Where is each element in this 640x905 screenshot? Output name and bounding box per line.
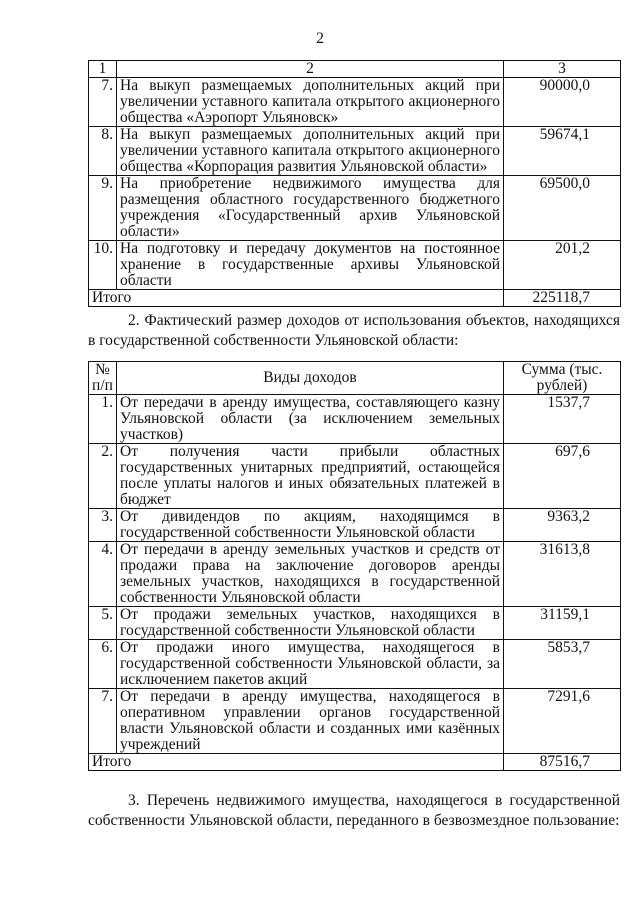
row-description: На выкуп размещаемых дополнительных акций при увеличении уставного капитала открытого акционерного общества «Аэропорт Ульяновск» xyxy=(117,78,504,127)
row-number: 5. xyxy=(89,607,117,640)
total-row xyxy=(89,754,621,771)
section-2-paragraph: 2. Фактический размер доходов от использования объектов, находящихся в государственной собственности Ульяновской области: xyxy=(88,312,620,349)
table-row xyxy=(89,542,621,607)
header-income-type: Виды доходов xyxy=(117,362,504,395)
page-number: 2 xyxy=(316,30,324,47)
row-sum: 31613,8 xyxy=(504,542,621,607)
section-3-paragraph: 3. Перечень недвижимого имущества, находящегося в государственной собственности Ульяновской области, переданного в безвозмездное пользование: xyxy=(88,792,620,829)
row-sum: 69500,0 xyxy=(504,176,621,241)
row-number: 4. xyxy=(89,542,117,607)
row-description: От передачи в аренду земельных участков и средств от продажи права на заключение договоров аренды земельных участков, находящихся в государственной собственности Ульяновской области xyxy=(117,542,504,607)
row-description: От продажи земельных участков, находящихся в государственной собственности Ульяновской области xyxy=(117,607,504,640)
total-value: 87516,7 xyxy=(504,754,621,771)
row-number: 1. xyxy=(89,395,117,444)
row-number: 2. xyxy=(89,444,117,509)
header-col-2: 2 xyxy=(117,61,504,78)
table-row xyxy=(89,607,621,640)
row-description: На выкуп размещаемых дополнительных акций при увеличении уставного капитала открытого акционерного общества «Корпорация развития Ульяновской области» xyxy=(117,127,504,176)
table-row xyxy=(89,127,621,176)
row-sum: 9363,2 xyxy=(504,509,621,542)
income-table xyxy=(88,361,621,771)
row-number: 10. xyxy=(89,241,117,290)
row-sum: 201,2 xyxy=(504,241,621,290)
table-row xyxy=(89,509,621,542)
row-description: От получения части прибыли областных государственных унитарных предприятий, остающейся после уплаты налогов и иных обязательных платежей в бюджет xyxy=(117,444,504,509)
expenses-table xyxy=(88,60,621,307)
total-label: Итого xyxy=(89,754,504,771)
row-number: 8. xyxy=(89,127,117,176)
total-row xyxy=(89,290,621,307)
table-row xyxy=(89,241,621,290)
row-description: На приобретение недвижимого имущества для размещения областного государственного бюджетного учреждения «Государственный архив Ульяновской области» xyxy=(117,176,504,241)
table-row xyxy=(89,395,621,444)
table-row xyxy=(89,444,621,509)
row-sum: 1537,7 xyxy=(504,395,621,444)
row-description: От продажи иного имущества, находящегося в государственной собственности Ульяновской области, за исключением пакетов акций xyxy=(117,640,504,689)
row-sum: 697,6 xyxy=(504,444,621,509)
row-description: От передачи в аренду имущества, составляющего казну Ульяновской области (за исключением земельных участков) xyxy=(117,395,504,444)
row-sum: 59674,1 xyxy=(504,127,621,176)
total-value: 225118,7 xyxy=(504,290,621,307)
row-description: От передачи в аренду имущества, находящегося в оперативном управлении органов государственной власти Ульяновской области и созданных ими казённых учреждений xyxy=(117,689,504,754)
total-label: Итого xyxy=(89,290,504,307)
row-number: 9. xyxy=(89,176,117,241)
row-description: От дивидендов по акциям, находящимся в государственной собственности Ульяновской области xyxy=(117,509,504,542)
row-sum: 90000,0 xyxy=(504,78,621,127)
table-row xyxy=(89,640,621,689)
row-number: 6. xyxy=(89,640,117,689)
row-number: 7. xyxy=(89,689,117,754)
table-row xyxy=(89,78,621,127)
row-description: На подготовку и передачу документов на постоянное хранение в государственные архивы Ульяновской области xyxy=(117,241,504,290)
header-col-1: 1 xyxy=(89,61,117,78)
table-header-row xyxy=(89,362,621,395)
row-sum: 7291,6 xyxy=(504,689,621,754)
header-number: № п/п xyxy=(89,362,117,395)
row-sum: 31159,1 xyxy=(504,607,621,640)
table-row xyxy=(89,689,621,754)
row-number: 3. xyxy=(89,509,117,542)
table-header-row xyxy=(89,61,621,78)
header-col-3: 3 xyxy=(504,61,621,78)
header-sum: Сумма (тыс. рублей) xyxy=(504,362,621,395)
table-row xyxy=(89,176,621,241)
row-sum: 5853,7 xyxy=(504,640,621,689)
row-number: 7. xyxy=(89,78,117,127)
